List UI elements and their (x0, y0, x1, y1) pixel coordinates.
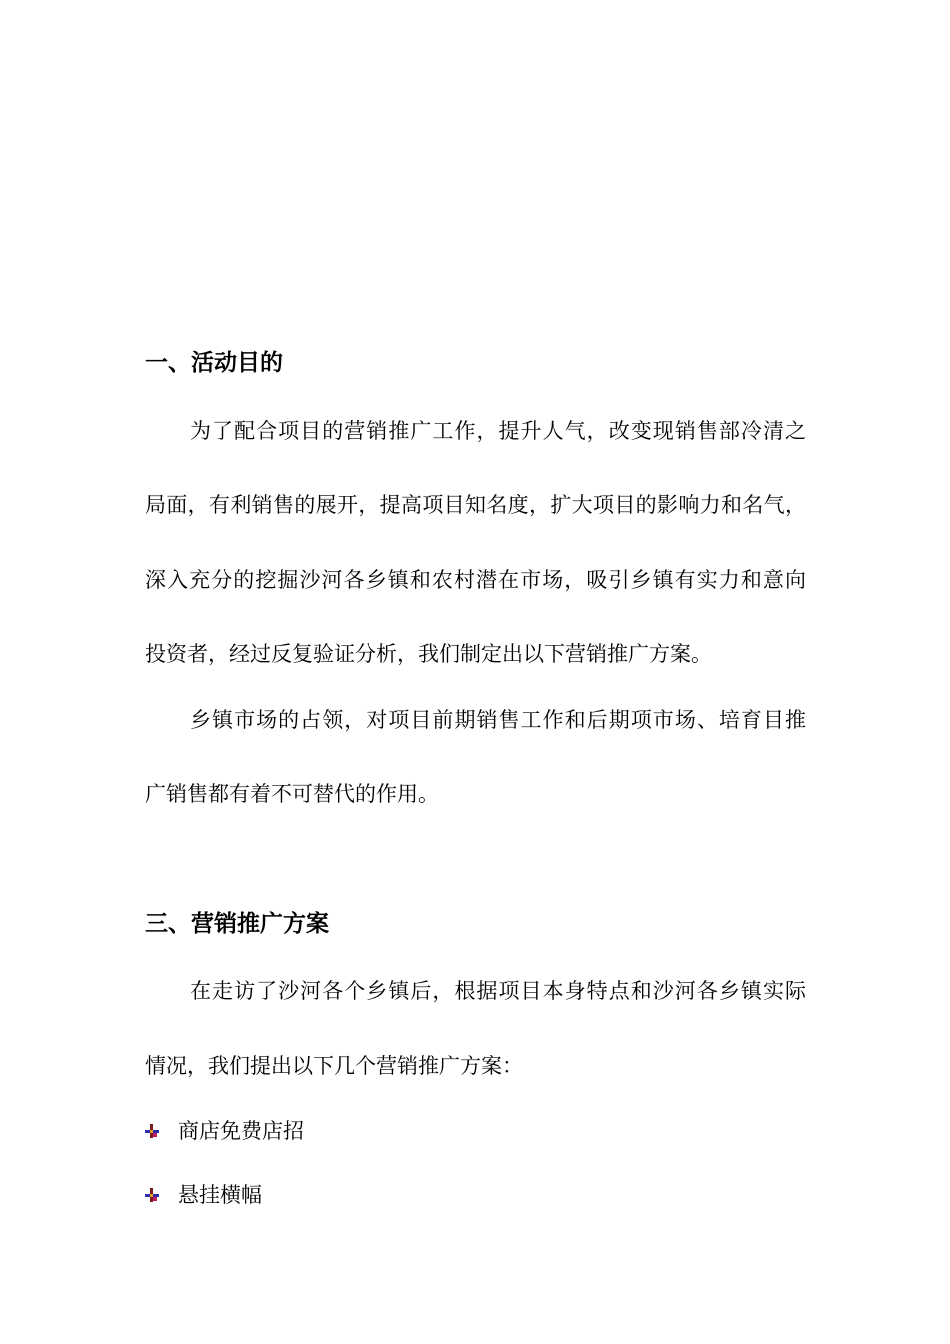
paragraph-line: 广销售都有着不可替代的作用。 (145, 782, 439, 806)
paragraph-line: 在走访了沙河各个乡镇后，根据项目本身特点和沙河各乡镇实际 (190, 979, 806, 1003)
list-item (145, 1117, 304, 1145)
list-item-text: 商店免费店招 (178, 1119, 304, 1143)
paragraph-line: 投资者，经过反复验证分析，我们制定出以下营销推广方案。 (145, 642, 712, 666)
paragraph-line: 情况，我们提出以下几个营销推广方案： (145, 1054, 523, 1078)
section-heading-activity-purpose: 一、活动目的 (145, 350, 283, 376)
paragraph-line: 乡镇市场的占领，对项目前期销售工作和后期项市场、培育目推 (190, 708, 806, 732)
paragraph-line: 深入充分的挖掘沙河各乡镇和农村潜在市场，吸引乡镇有实力和意向 (145, 568, 806, 592)
paragraph-line: 为了配合项目的营销推广工作，提升人气，改变现销售部冷清之 (190, 419, 806, 443)
list-item-text: 悬挂横幅 (178, 1183, 262, 1207)
section-heading-marketing-plan: 三、营销推广方案 (145, 911, 329, 937)
list-item (145, 1181, 262, 1209)
cross-bullet-icon (145, 1124, 159, 1138)
cross-bullet-icon (145, 1188, 159, 1202)
paragraph-line: 局面，有利销售的展开，提高项目知名度，扩大项目的影响力和名气， (145, 493, 806, 517)
